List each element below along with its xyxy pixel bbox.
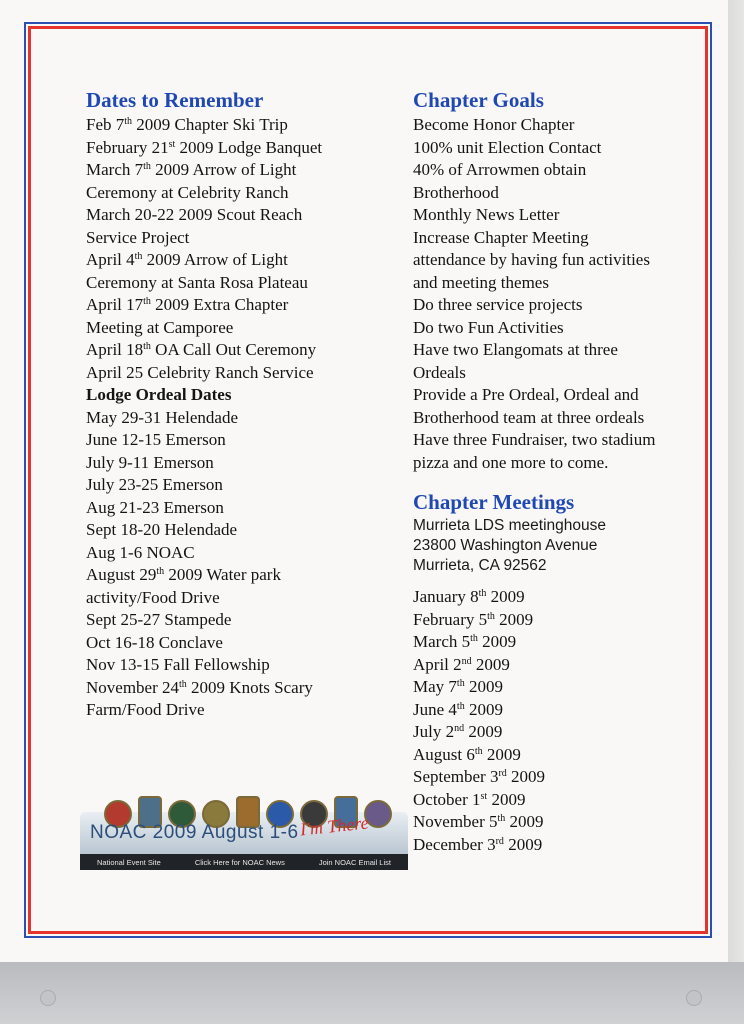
binder-hole-right bbox=[686, 990, 702, 1006]
location-line: 23800 Washington Avenue bbox=[413, 537, 598, 554]
ordeal-date-line: Farm/Food Drive bbox=[86, 700, 205, 719]
date-line: April 4th 2009 Arrow of Light bbox=[86, 250, 288, 269]
meeting-dates-list bbox=[413, 586, 713, 856]
ordeal-date-line: activity/Food Drive bbox=[86, 587, 220, 607]
goal-line: 100% unit Election Contact bbox=[413, 137, 602, 157]
scanner-bed bbox=[0, 962, 744, 1024]
goal-line: Have three Fundraiser, two stadium bbox=[413, 430, 656, 449]
banner-link-email-list[interactable]: Join NOAC Email List bbox=[318, 857, 391, 867]
date-line: February 21st 2009 Lodge Banquet bbox=[86, 137, 323, 157]
ordeal-date-line: Nov 13-15 Fall Fellowship bbox=[86, 655, 270, 674]
goal-line: Monthly News Letter bbox=[413, 205, 560, 224]
meeting-date-line: September 3rd 2009 bbox=[413, 767, 546, 786]
goal-line: and meeting themes bbox=[413, 272, 549, 292]
banner-link-bar bbox=[80, 854, 408, 870]
date-line: Meeting at Camporee bbox=[86, 317, 234, 337]
banner-script: I'm There bbox=[299, 812, 370, 840]
date-line: April 25 Celebrity Ranch Service bbox=[86, 362, 314, 382]
meeting-date-line: November 5th 2009 bbox=[413, 812, 544, 831]
date-line: April 18th OA Call Out Ceremony bbox=[86, 340, 317, 359]
meeting-date-line: December 3rd 2009 bbox=[413, 834, 543, 854]
ordeal-date-line: Aug 1-6 NOAC bbox=[86, 542, 195, 562]
ordeal-date-line: Sept 18-20 Helendade bbox=[86, 520, 238, 539]
ordeal-date-line: November 24th 2009 Knots Scary bbox=[86, 677, 313, 697]
goals-list bbox=[413, 114, 713, 474]
goal-line: Ordeals bbox=[413, 362, 466, 382]
ordeal-dates-list bbox=[86, 407, 386, 722]
meeting-date-line: July 2nd 2009 bbox=[413, 722, 503, 741]
goal-line: 40% of Arrowmen obtain bbox=[413, 160, 587, 179]
ordeal-date-line: July 9-11 Emerson bbox=[86, 452, 214, 472]
location-line: Murrieta, CA 92562 bbox=[413, 557, 547, 574]
ordeal-date-line: May 29-31 Helendade bbox=[86, 407, 239, 427]
goals-column bbox=[413, 86, 713, 856]
goal-line: Become Honor Chapter bbox=[413, 115, 575, 134]
banner-title: NOAC 2009 August 1-6 bbox=[90, 822, 299, 843]
noac-banner[interactable] bbox=[80, 782, 408, 870]
goal-line: Do three service projects bbox=[413, 295, 583, 314]
ordeal-date-line: Oct 16-18 Conclave bbox=[86, 632, 223, 652]
ordeal-date-line: July 23-25 Emerson bbox=[86, 475, 223, 494]
goal-line: Have two Elangomats at three bbox=[413, 340, 618, 359]
date-line: Service Project bbox=[86, 227, 190, 247]
ordeal-date-line: Sept 25-27 Stampede bbox=[86, 610, 232, 629]
goal-line: attendance by having fun activities bbox=[413, 250, 650, 269]
goals-heading: Chapter Goals bbox=[413, 88, 544, 112]
goal-line: Do two Fun Activities bbox=[413, 317, 564, 337]
date-line: Ceremony at Celebrity Ranch bbox=[86, 182, 289, 202]
meeting-date-line: January 8th 2009 bbox=[413, 587, 525, 606]
date-line: March 20-22 2009 Scout Reach bbox=[86, 205, 303, 224]
meeting-date-line: April 2nd 2009 bbox=[413, 654, 510, 674]
date-line: March 7th 2009 Arrow of Light bbox=[86, 160, 297, 179]
meeting-location bbox=[413, 516, 713, 576]
dates-column bbox=[86, 86, 386, 722]
banner-link-national-event-site[interactable]: National Event Site bbox=[97, 857, 161, 867]
goal-line: Brotherhood team at three ordeals bbox=[413, 407, 645, 427]
ordeal-date-line: August 29th 2009 Water park bbox=[86, 565, 281, 584]
date-line: Ceremony at Santa Rosa Plateau bbox=[86, 272, 308, 292]
date-line: Feb 7th 2009 Chapter Ski Trip bbox=[86, 115, 288, 134]
goal-line: pizza and one more to come. bbox=[413, 452, 609, 472]
binder-hole-left bbox=[40, 990, 56, 1006]
goal-line: Provide a Pre Ordeal, Ordeal and bbox=[413, 385, 639, 404]
meeting-date-line: August 6th 2009 bbox=[413, 744, 521, 764]
ordeal-dates-heading: Lodge Ordeal Dates bbox=[86, 385, 232, 404]
meeting-date-line: May 7th 2009 bbox=[413, 677, 503, 696]
date-line: April 17th 2009 Extra Chapter bbox=[86, 295, 289, 314]
dates-heading: Dates to Remember bbox=[86, 88, 264, 112]
meeting-date-line: February 5th 2009 bbox=[413, 609, 534, 629]
meeting-date-line: October 1st 2009 bbox=[413, 789, 526, 809]
location-line: Murrieta LDS meetinghouse bbox=[413, 517, 606, 534]
ordeal-date-line: June 12-15 Emerson bbox=[86, 430, 226, 449]
meeting-date-line: March 5th 2009 bbox=[413, 632, 517, 651]
dates-list bbox=[86, 114, 386, 384]
page-edge bbox=[728, 0, 744, 962]
goal-line: Increase Chapter Meeting bbox=[413, 227, 589, 247]
meeting-date-line: June 4th 2009 bbox=[413, 699, 503, 719]
ordeal-date-line: Aug 21-23 Emerson bbox=[86, 497, 224, 517]
banner-link-noac-news[interactable]: Click Here for NOAC News bbox=[194, 857, 285, 867]
meetings-heading: Chapter Meetings bbox=[413, 490, 575, 514]
goal-line: Brotherhood bbox=[413, 182, 499, 202]
